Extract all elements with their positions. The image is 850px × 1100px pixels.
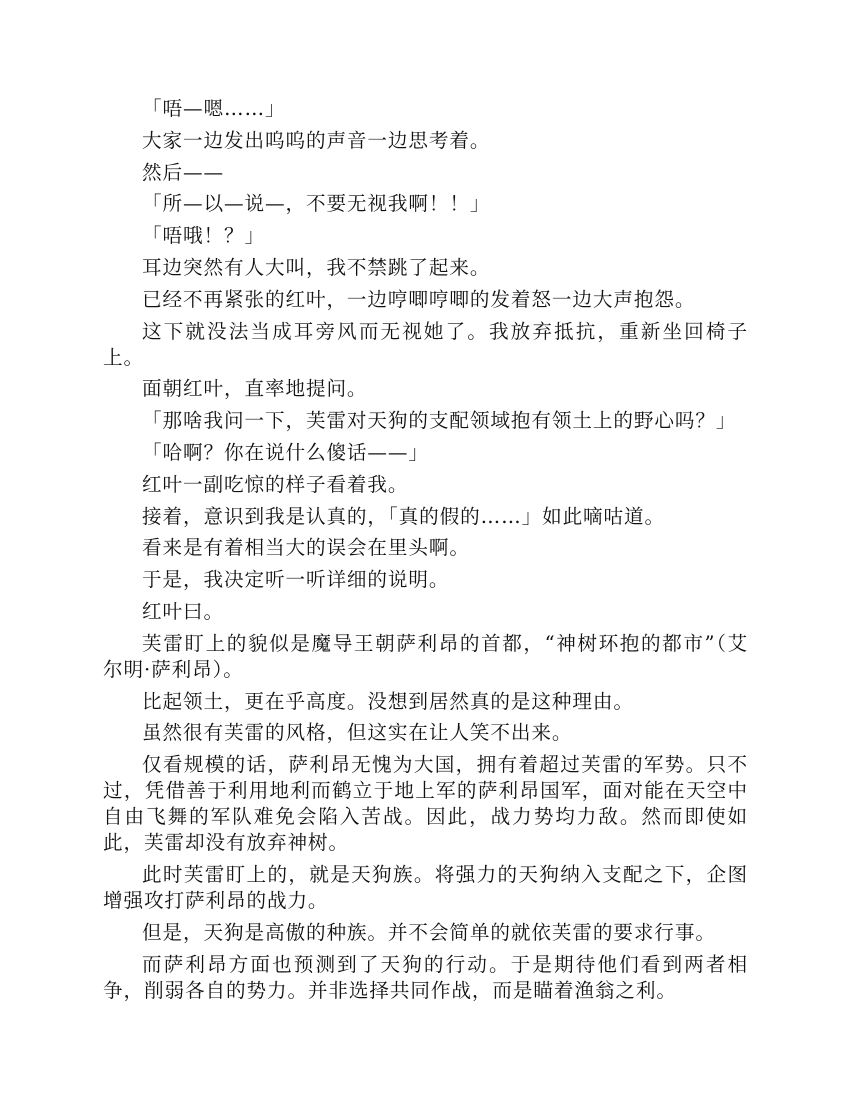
paragraph: 比起领土，更在乎高度。没想到居然真的是这种理由。 — [142, 689, 634, 713]
paragraph: 红叶一副吃惊的样子看着我。 — [142, 472, 409, 496]
paragraph: 红叶曰。 — [142, 599, 224, 623]
paragraph: 「所—以—说—，不要无视我啊！！」 — [142, 192, 491, 216]
document-page — [103, 96, 748, 1009]
paragraph: 接着，意识到我是认真的，「真的假的……」如此嘀咕道。 — [142, 504, 666, 528]
paragraph: 仅看规模的话，萨利昂无愧为大国，拥有着超过芙雷的军势。只不过，凭借善于利用地利而鹤立于地上军的萨利昂国军，面对能在天空中自由飞舞的军队难免会陷入苦战。因此，战力势均力敌。然而即使如此，芙雷却没有放弃神树。 — [103, 753, 748, 855]
paragraph: 于是，我决定听一听详细的说明。 — [142, 568, 450, 592]
paragraph: 看来是有着相当大的误会在里头啊。 — [142, 536, 470, 560]
paragraph: 此时芙雷盯上的，就是天狗族。将强力的天狗纳入支配之下，企图增强攻打萨利昂的战力。 — [103, 862, 748, 912]
paragraph: 而萨利昂方面也预测到了天狗的行动。于是期待他们看到两者相争，削弱各自的势力。并非选择共同作战，而是瞄着渔翁之利。 — [103, 952, 748, 1002]
paragraph: 「哈啊？你在说什么傻话——」 — [142, 440, 429, 464]
paragraph: 面朝红叶，直率地提问。 — [142, 377, 368, 401]
paragraph: 芙雷盯上的貌似是魔导王朝萨利昂的首都，“神树环抱的都市”（艾尔明·萨利昂）。 — [103, 631, 748, 681]
paragraph: 耳边突然有人大叫，我不禁跳了起来。 — [142, 255, 491, 279]
paragraph: 「那啥我问一下，芙雷对天狗的支配领域抱有领土上的野心吗？」 — [142, 409, 737, 433]
paragraph: 这下就没法当成耳旁风而无视她了。我放弃抵抗，重新坐回椅子上。 — [103, 319, 748, 369]
paragraph: 然后—— — [142, 160, 224, 184]
paragraph: 「唔哦！？」 — [142, 224, 265, 248]
paragraph: 但是，天狗是高傲的种族。并不会简单的就依芙雷的要求行事。 — [142, 920, 716, 944]
paragraph: 大家一边发出呜呜的声音一边思考着。 — [142, 128, 491, 152]
paragraph: 「唔—嗯……」 — [142, 97, 286, 120]
paragraph: 已经不再紧张的红叶，一边哼唧哼唧的发着怒一边大声抱怨。 — [142, 287, 696, 311]
paragraph: 虽然很有芙雷的风格，但这实在让人笑不出来。 — [142, 721, 573, 745]
